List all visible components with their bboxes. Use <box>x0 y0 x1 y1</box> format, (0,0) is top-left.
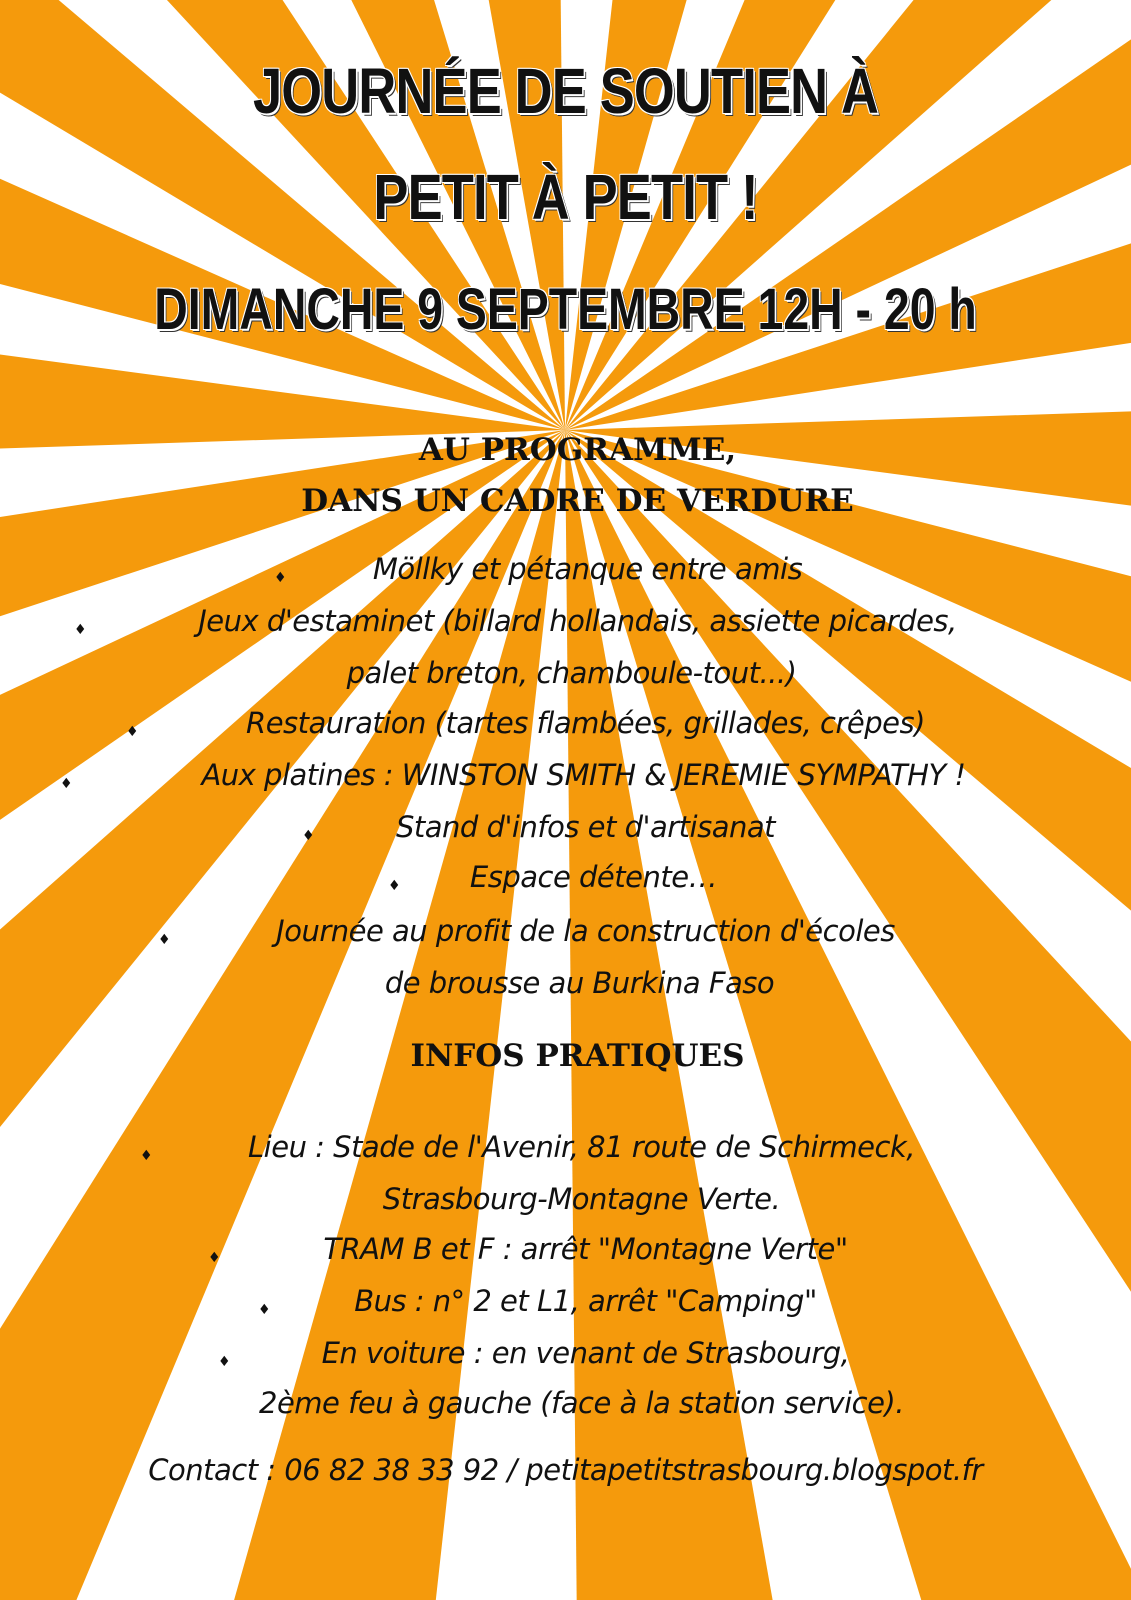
infos-item: Lieu : Stade de l'Avenir, 81 route de Schirmeck, <box>248 1130 915 1164</box>
programme-item-continued: de brousse au Burkina Faso <box>384 966 775 1000</box>
bullet-icon: ♦ <box>60 776 73 792</box>
bullet-icon: ♦ <box>274 570 287 586</box>
infos-item: En voiture : en venant de Strasbourg, <box>321 1336 850 1370</box>
infos-item-continued: Strasbourg-Montagne Verte. <box>382 1182 781 1216</box>
programme-item: Jeux d'estaminet (billard hollandais, assiette picardes, <box>198 604 957 638</box>
programme-heading-line2: DANS UN CADRE DE VERDURE <box>301 483 854 519</box>
programme-item: Espace détente… <box>469 860 718 894</box>
programme-item-continued: palet breton, chamboule-tout...) <box>346 656 797 690</box>
programme-item: Möllky et pétanque entre amis <box>372 552 803 586</box>
bullet-icon: ♦ <box>158 932 171 948</box>
infos-item: Bus : n° 2 et L1, arrêt "Camping" <box>354 1284 817 1318</box>
infos-heading: INFOS PRATIQUES <box>410 1038 745 1074</box>
infos-item-continued: 2ème feu à gauche (face à la station service). <box>259 1386 904 1420</box>
poster-title-line2: PETIT À PETIT ! <box>373 161 758 233</box>
bullet-icon: ♦ <box>126 724 139 740</box>
bullet-icon: ♦ <box>208 1250 221 1266</box>
programme-item: Aux platines : WINSTON SMITH & JEREMIE SYMPATHY ! <box>201 758 966 792</box>
programme-item: Restauration (tartes flambées, grillades, crêpes) <box>246 706 925 740</box>
programme-item: Journée au profit de la construction d'écoles <box>276 914 895 948</box>
programme-item: Stand d'infos et d'artisanat <box>396 810 775 844</box>
bullet-icon: ♦ <box>140 1148 153 1164</box>
bullet-icon: ♦ <box>74 622 87 638</box>
bullet-icon: ♦ <box>388 878 401 894</box>
poster-title-line1: JOURNÉE DE SOUTIEN À <box>252 55 879 127</box>
event-date: DIMANCHE 9 SEPTEMBRE 12H - 20 h <box>154 277 977 342</box>
bullet-icon: ♦ <box>258 1302 271 1318</box>
programme-heading-line1: AU PROGRAMME, <box>418 432 737 468</box>
bullet-icon: ♦ <box>302 828 315 844</box>
contact-line: Contact : 06 82 38 33 92 / petitapetitstrasbourg.blogspot.fr <box>148 1453 983 1487</box>
infos-item: TRAM B et F : arrêt "Montagne Verte" <box>323 1232 848 1266</box>
bullet-icon: ♦ <box>218 1354 231 1370</box>
